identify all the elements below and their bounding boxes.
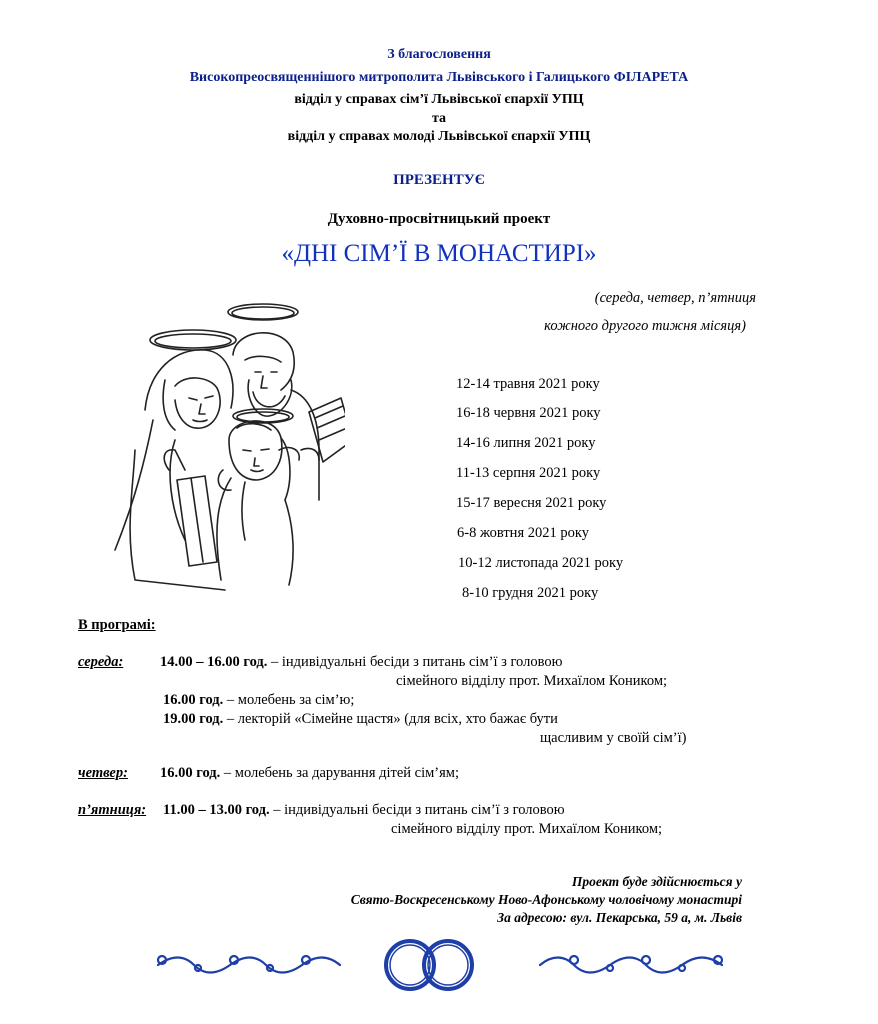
date-item: 15-17 вересня 2021 року xyxy=(456,495,607,511)
program-time: 19.00 год. xyxy=(163,711,224,727)
date-item: 12-14 травня 2021 року xyxy=(456,376,600,392)
project-title: «ДНІ СІМ’Ї В МОНАСТИРІ» xyxy=(281,240,597,267)
header-line-youth-dept: відділ у справах молоді Львівської єпархії УПЦ xyxy=(287,129,591,144)
date-item: 16-18 червня 2021 року xyxy=(456,405,601,421)
header-line-family-dept: відділ у справах сім’ї Львівської єпархії УПЦ xyxy=(294,92,584,107)
program-entry-wed-2 xyxy=(163,692,354,709)
header-line-metropolitan: Високопреосвященнішого митрополита Львівського і Галицького ФІЛАРЕТА xyxy=(189,70,689,85)
schedule-note-line1: (середа, четвер, п’ятниця xyxy=(594,290,756,306)
program-desc-cont: щасливим у своїй сім’ї) xyxy=(540,730,687,746)
schedule-note-line2: кожного другого тижня місяця) xyxy=(544,318,746,334)
footer-line1: Проект буде здійснюється у xyxy=(571,874,742,889)
holy-family-illustration-icon xyxy=(105,300,345,600)
date-item: 11-13 серпня 2021 року xyxy=(456,465,601,481)
program-heading: В програмі: xyxy=(78,617,156,633)
header-line-blessing: З благословення xyxy=(387,47,491,62)
program-desc: – індивідуальні бесіди з питань сім’ї з головою xyxy=(269,802,565,818)
program-day-friday: п’ятниця: xyxy=(78,802,147,818)
program-desc-cont: сімейного відділу прот. Михаїлом Коником; xyxy=(391,821,663,837)
footer-line2: Свято-Воскресенському Ново-Афонському чоловічому монастирі xyxy=(350,892,742,907)
program-desc: – індивідуальні бесіди з питань сім’ї з головою xyxy=(267,654,563,670)
program-entry-fri-1 xyxy=(163,802,565,819)
program-entry-wed-3 xyxy=(163,711,558,728)
wedding-rings-ornament-icon xyxy=(150,938,730,992)
program-desc: – лекторій «Сімейне щастя» (для всіх, хто бажає бути xyxy=(223,711,558,727)
program-day-thursday: четвер: xyxy=(78,765,128,781)
program-desc-cont: сімейного відділу прот. Михаїлом Коником; xyxy=(396,673,668,689)
program-entry-wed-1 xyxy=(160,654,562,671)
program-time: 14.00 – 16.00 год. xyxy=(160,654,268,670)
date-item: 6-8 жовтня 2021 року xyxy=(457,525,589,541)
date-item: 14-16 липня 2021 року xyxy=(456,435,596,451)
program-desc: – молебень за дарування дітей сім’ям; xyxy=(220,765,460,781)
program-time: 16.00 год. xyxy=(160,765,221,781)
program-entry-thu-1 xyxy=(160,765,459,782)
header-line-and: та xyxy=(431,111,447,126)
program-time: 11.00 – 13.00 год. xyxy=(163,802,270,818)
presents-label: ПРЕЗЕНТУЄ xyxy=(393,172,485,188)
date-item: 8-10 грудня 2021 року xyxy=(462,585,599,601)
date-item: 10-12 листопада 2021 року xyxy=(458,555,624,571)
program-desc: – молебень за сім’ю; xyxy=(223,692,355,708)
footer-line3: За адресою: вул. Пекарська, 59 а, м. Львів xyxy=(497,910,742,925)
program-day-wednesday: середа: xyxy=(78,654,124,670)
project-subtitle: Духовно-просвітницький проект xyxy=(327,211,551,227)
program-time: 16.00 год. xyxy=(163,692,224,708)
